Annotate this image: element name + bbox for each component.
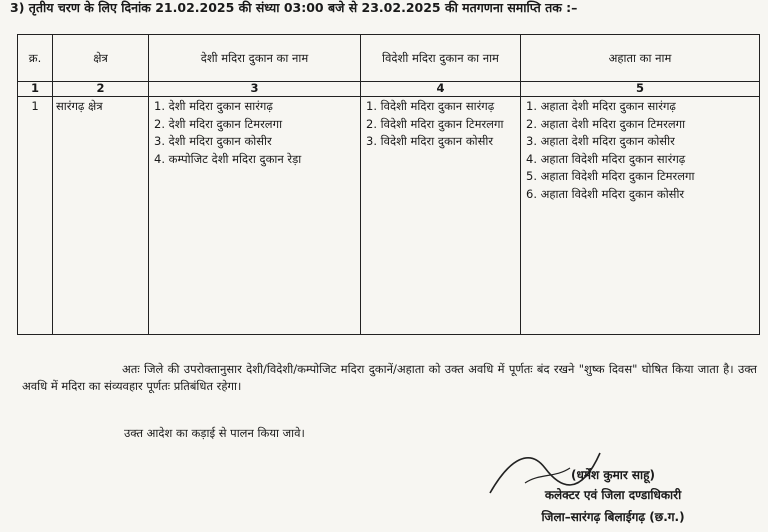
list-item: 1. विदेशी मदिरा दुकान सारंगढ़ — [366, 99, 495, 113]
column-number: 4 — [361, 82, 521, 97]
list-item: 4. कम्पोजिट देशी मदिरा दुकान रेड़ा — [154, 151, 302, 166]
signatory-location: जिला–सारंगढ़ बिलाईगढ़ (छ.ग.) — [541, 510, 685, 524]
list-item: 4. अहाता विदेशी मदिरा दुकान सारंगढ़ — [526, 151, 686, 166]
header-serial: क्र. — [18, 35, 53, 82]
header-videshi: विदेशी मदिरा दुकान का नाम — [361, 35, 521, 82]
list-item: 5. अहाता विदेशी मदिरा दुकान टिमरलगा — [526, 169, 695, 183]
list-item: 2. अहाता देशी मदिरा दुकान टिमरलगा — [526, 116, 686, 131]
column-number-row — [18, 82, 760, 97]
list-item: 6. अहाता विदेशी मदिरा दुकान कोसीर — [526, 186, 685, 201]
column-number: 2 — [53, 82, 149, 97]
table-header-row — [18, 35, 760, 82]
list-item: 2. विदेशी मदिरा दुकान टिमरलगा — [366, 116, 504, 131]
list-item: 3. देशी मदिरा दुकान कोसीर — [154, 134, 272, 148]
header-area: क्षेत्र — [53, 35, 149, 82]
videshi-list-cell — [361, 97, 521, 335]
header-desi: देशी मदिरा दुकान का नाम — [149, 35, 361, 82]
ahata-list-cell — [521, 97, 760, 335]
column-number: 3 — [149, 82, 361, 97]
shop-table — [17, 34, 760, 335]
signatory-name: (धर्मेश कुमार साहू) — [570, 468, 656, 482]
list-item: 2. देशी मदिरा दुकान टिमरलगा — [154, 116, 283, 131]
list-item: 3. विदेशी मदिरा दुकान कोसीर — [366, 134, 494, 148]
header-ahata: अहाता का नाम — [521, 35, 760, 82]
list-item: 1. अहाता देशी मदिरा दुकान सारंगढ़ — [526, 99, 676, 113]
column-number: 1 — [18, 82, 53, 97]
table-row — [18, 97, 760, 335]
list-item: 3. अहाता देशी मदिरा दुकान कोसीर — [526, 134, 675, 148]
desi-list-cell — [149, 97, 361, 335]
row-area: सारंगढ़ क्षेत्र — [53, 97, 149, 335]
row-serial: 1 — [18, 97, 53, 335]
list-item: 1. देशी मदिरा दुकान सारंगढ़ — [154, 99, 273, 113]
signatory-designation: कलेक्टर एवं जिला दण्डाधिकारी — [544, 488, 682, 502]
declaration-paragraph: अतः जिले की उपरोक्तानुसार देशी/विदेशी/कम्पोजिट मदिरा दुकानें/अहाता को उक्त अवधि में पूर्णतः बंद रखने "शुष्क दिवस" घोषित किया जाता है। उक्त अवधि में मदिरा का संव्यवहार पूर्णतः प्रतिबंधित रहेगा। — [22, 362, 757, 393]
section-heading: 3) तृतीय चरण के लिए दिनांक 21.02.2025 की संध्या 03:00 बजे से 23.02.2025 की मतगणना समाप्ति तक :– — [10, 0, 578, 15]
compliance-paragraph: उक्त आदेश का कड़ाई से पालन किया जावे। — [124, 426, 305, 440]
column-number: 5 — [521, 82, 760, 97]
